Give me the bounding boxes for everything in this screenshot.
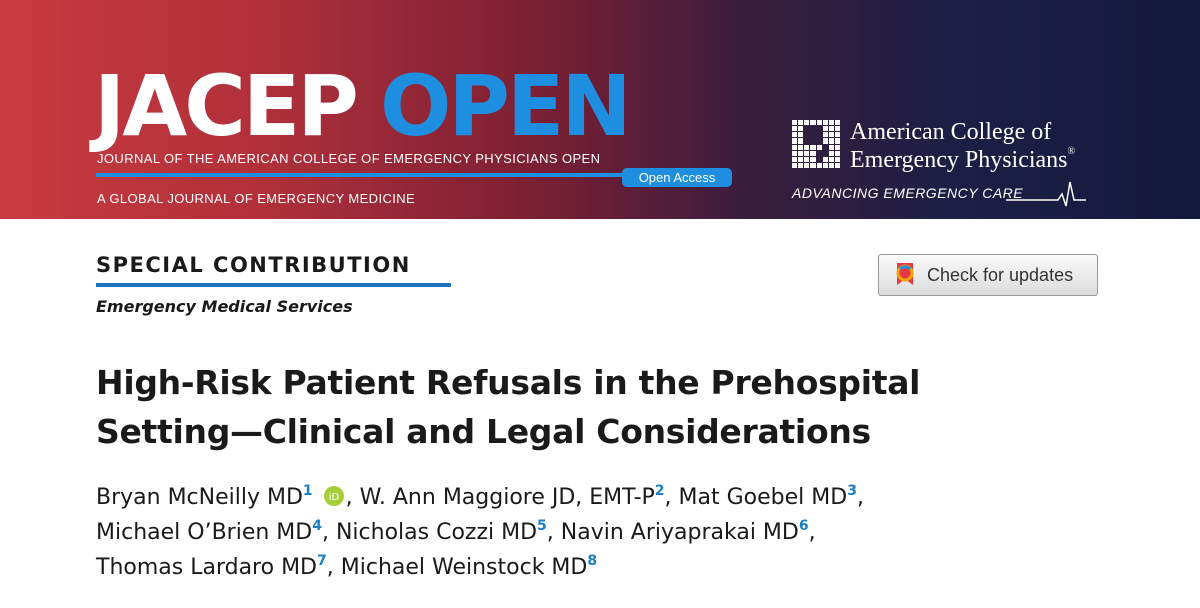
acep-grid-cell bbox=[823, 126, 828, 131]
society-registered-mark: ® bbox=[1067, 146, 1076, 157]
acep-grid-cell bbox=[817, 145, 822, 150]
banner-rule bbox=[96, 173, 636, 177]
author-separator: , bbox=[546, 520, 561, 545]
svg-text:iD: iD bbox=[328, 492, 339, 503]
acep-grid-cell bbox=[835, 138, 840, 143]
affiliation-link[interactable]: 6 bbox=[798, 518, 809, 534]
article-title-line1: High-Risk Patient Refusals in the Prehospital bbox=[96, 363, 921, 402]
acep-grid-cell bbox=[817, 163, 822, 168]
acep-grid-cell bbox=[817, 157, 822, 162]
acep-grid-cell bbox=[804, 132, 809, 137]
acep-grid-cell bbox=[804, 157, 809, 162]
acep-grid-cell bbox=[835, 151, 840, 156]
acep-grid-cell bbox=[810, 163, 815, 168]
affiliation-link[interactable]: 1 bbox=[302, 483, 313, 499]
article-title-line2: Setting—Clinical and Legal Considerations bbox=[96, 412, 871, 451]
author-separator: , bbox=[808, 520, 816, 545]
author-separator: , bbox=[345, 485, 360, 510]
author-name[interactable]: Thomas Lardaro MD bbox=[96, 555, 317, 580]
affiliation-link[interactable]: 2 bbox=[654, 483, 665, 499]
acep-grid-cell bbox=[835, 126, 840, 131]
acep-grid-cell bbox=[798, 132, 803, 137]
journal-tagline: A GLOBAL JOURNAL OF EMERGENCY MEDICINE bbox=[97, 191, 416, 206]
acep-grid-cell bbox=[829, 132, 834, 137]
acep-grid-cell bbox=[829, 138, 834, 143]
section-subtype: Emergency Medical Services bbox=[96, 297, 353, 316]
acep-grid-cell bbox=[804, 145, 809, 150]
acep-grid-cell bbox=[817, 151, 822, 156]
acep-grid-cell bbox=[792, 132, 797, 137]
acep-grid-logo bbox=[792, 120, 840, 168]
acep-grid-cell bbox=[817, 126, 822, 131]
journal-banner bbox=[0, 0, 1200, 219]
author-line bbox=[96, 550, 1096, 585]
author-name[interactable]: Nicholas Cozzi MD bbox=[335, 520, 538, 545]
author-name[interactable]: Bryan McNeilly MD bbox=[96, 485, 303, 510]
acep-grid-cell bbox=[810, 138, 815, 143]
acep-grid-cell bbox=[829, 151, 834, 156]
affiliation-link[interactable]: 5 bbox=[537, 518, 547, 534]
acep-grid-cell bbox=[823, 132, 828, 137]
acep-grid-cell bbox=[804, 126, 809, 131]
author-list bbox=[96, 480, 1096, 585]
acep-grid-cell bbox=[829, 157, 834, 162]
logo-open: OPEN bbox=[380, 57, 629, 155]
author-line bbox=[96, 515, 1096, 550]
acep-grid-cell bbox=[823, 120, 828, 125]
acep-grid-cell bbox=[829, 145, 834, 150]
journal-full-name: JOURNAL OF THE AMERICAN COLLEGE OF EMERGENCY PHYSICIANS OPEN bbox=[97, 151, 601, 166]
ecg-line-icon bbox=[1006, 178, 1086, 208]
article-title bbox=[96, 358, 996, 456]
acep-grid-cell bbox=[810, 132, 815, 137]
author-name[interactable]: Michael Weinstock MD bbox=[340, 555, 588, 580]
check-for-updates-button[interactable] bbox=[878, 254, 1098, 296]
acep-grid-cell bbox=[798, 138, 803, 143]
author-separator: , bbox=[321, 520, 336, 545]
acep-grid-cell bbox=[823, 138, 828, 143]
acep-grid-cell bbox=[792, 151, 797, 156]
acep-grid-cell bbox=[798, 151, 803, 156]
open-access-badge: Open Access bbox=[622, 168, 732, 187]
acep-grid-cell bbox=[823, 157, 828, 162]
affiliation-link[interactable]: 8 bbox=[587, 553, 598, 569]
author-separator: , bbox=[326, 555, 341, 580]
author-name[interactable]: Michael O’Brien MD bbox=[96, 520, 313, 545]
society-name-line2: Emergency Physicians bbox=[850, 147, 1068, 173]
acep-grid-cell bbox=[810, 157, 815, 162]
acep-grid-cell bbox=[835, 120, 840, 125]
orcid-icon[interactable] bbox=[324, 486, 344, 506]
acep-grid-cell bbox=[823, 145, 828, 150]
acep-grid-cell bbox=[823, 151, 828, 156]
author-name[interactable]: Navin Ariyaprakai MD bbox=[560, 520, 799, 545]
acep-grid-cell bbox=[798, 145, 803, 150]
acep-grid-cell bbox=[792, 163, 797, 168]
author-separator: , bbox=[856, 485, 864, 510]
acep-grid-cell bbox=[835, 157, 840, 162]
affiliation-link[interactable]: 4 bbox=[312, 518, 322, 534]
author-name[interactable]: W. Ann Maggiore JD, EMT-P bbox=[359, 485, 655, 510]
affiliation-link[interactable]: 3 bbox=[847, 483, 857, 499]
acep-grid-cell bbox=[792, 138, 797, 143]
acep-grid-cell bbox=[804, 138, 809, 143]
affiliation-link[interactable]: 7 bbox=[317, 553, 327, 569]
acep-grid-cell bbox=[798, 120, 803, 125]
acep-grid-cell bbox=[792, 157, 797, 162]
acep-grid-cell bbox=[792, 120, 797, 125]
logo-jacep: JACEP bbox=[94, 57, 356, 155]
society-name-line1: American College of bbox=[850, 119, 1052, 145]
author-separator: , bbox=[664, 485, 679, 510]
acep-grid-cell bbox=[798, 157, 803, 162]
acep-grid-cell bbox=[829, 163, 834, 168]
acep-grid-cell bbox=[829, 126, 834, 131]
section-rule bbox=[96, 283, 451, 287]
acep-grid-cell bbox=[810, 126, 815, 131]
acep-grid-cell bbox=[835, 132, 840, 137]
check-for-updates-icon bbox=[893, 261, 917, 289]
acep-grid-cell bbox=[829, 120, 834, 125]
acep-grid-cell bbox=[804, 151, 809, 156]
acep-grid-cell bbox=[835, 145, 840, 150]
acep-grid-cell bbox=[804, 163, 809, 168]
acep-grid-cell bbox=[798, 126, 803, 131]
acep-grid-cell bbox=[804, 120, 809, 125]
acep-grid-cell bbox=[835, 163, 840, 168]
check-for-updates-label: Check for updates bbox=[927, 264, 1074, 285]
acep-grid-cell bbox=[823, 163, 828, 168]
acep-grid-cell bbox=[817, 138, 822, 143]
society-tagline: ADVANCING EMERGENCY CARE bbox=[792, 185, 1024, 201]
acep-grid-cell bbox=[792, 145, 797, 150]
acep-grid-cell bbox=[817, 132, 822, 137]
section-type: SPECIAL CONTRIBUTION bbox=[96, 253, 411, 277]
acep-grid-cell bbox=[810, 145, 815, 150]
author-name[interactable]: Mat Goebel MD bbox=[678, 485, 848, 510]
society-name bbox=[850, 118, 1075, 174]
acep-grid-cell bbox=[792, 126, 797, 131]
acep-grid-cell bbox=[810, 120, 815, 125]
acep-grid-cell bbox=[810, 151, 815, 156]
author-line bbox=[96, 480, 1096, 515]
acep-grid-cell bbox=[817, 120, 822, 125]
acep-grid-cell bbox=[798, 163, 803, 168]
